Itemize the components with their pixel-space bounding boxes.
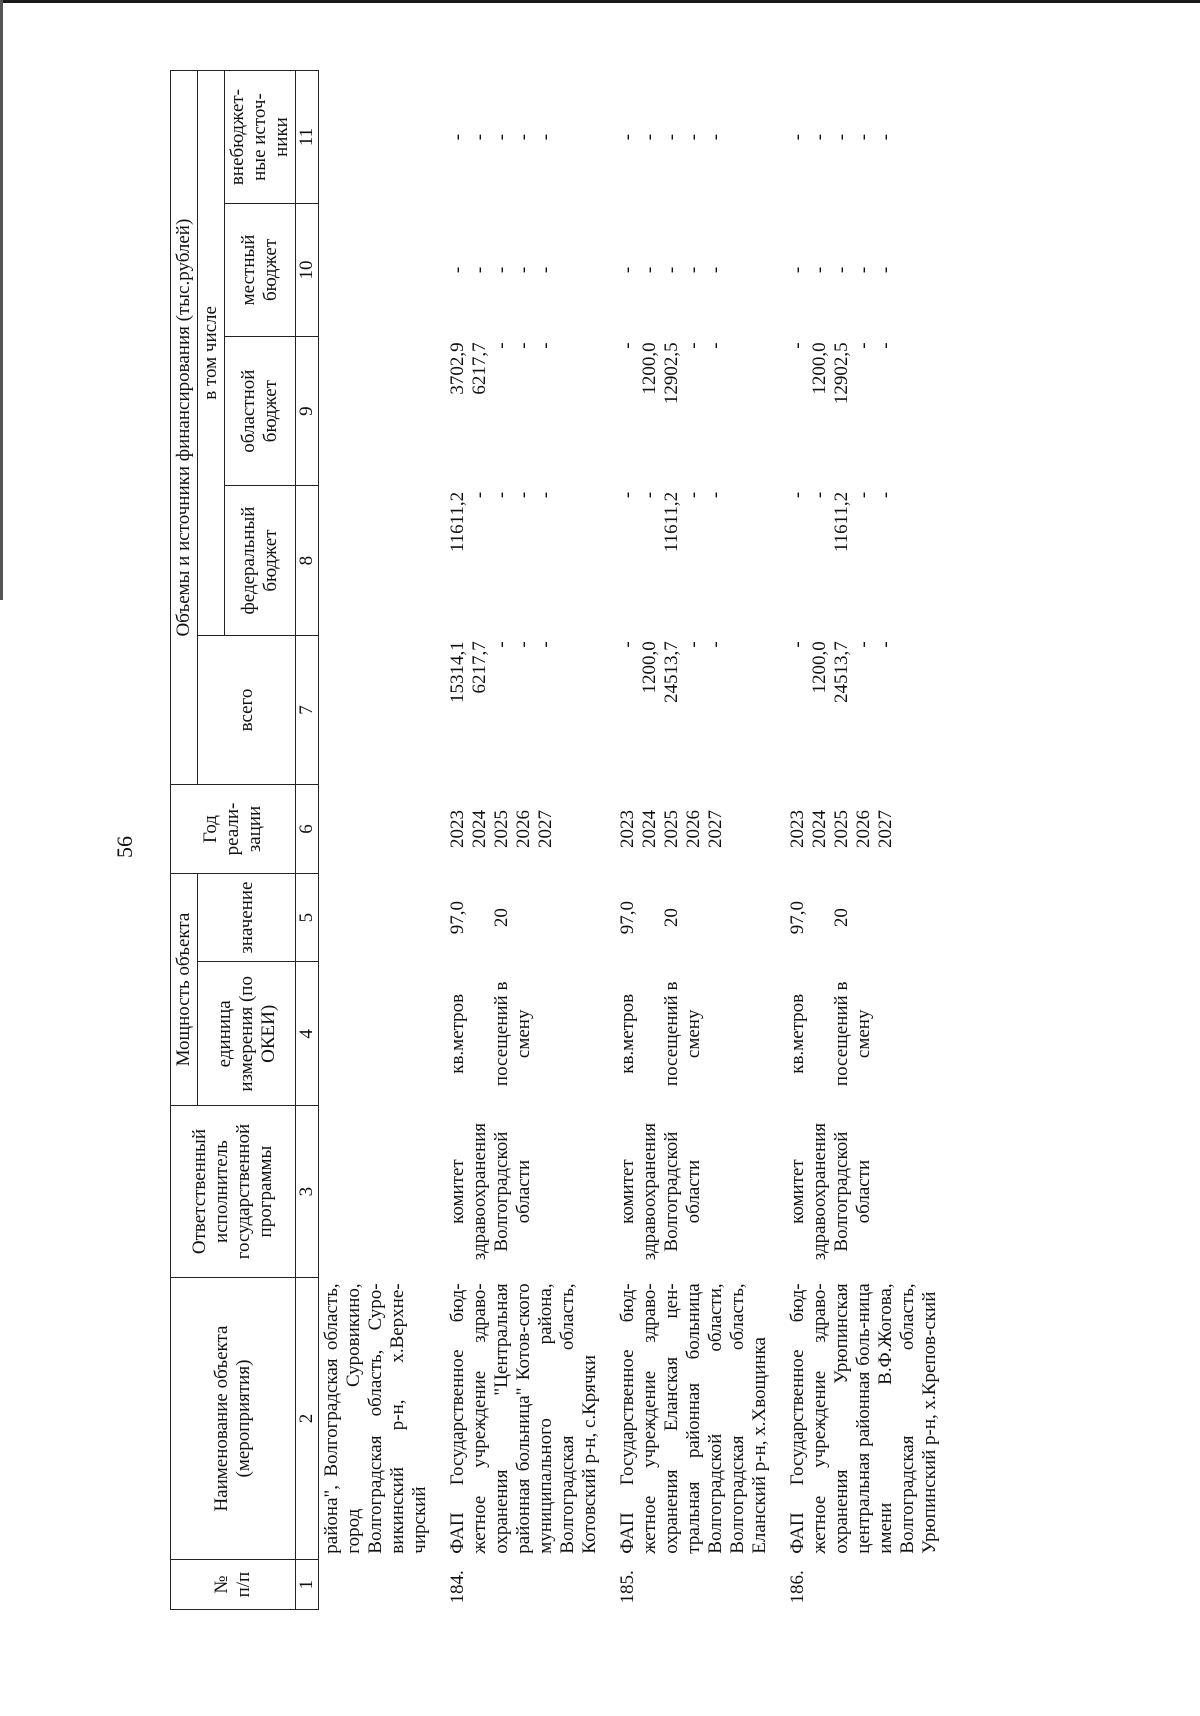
row-number: 184. [447, 1570, 468, 1604]
regional-value: - [787, 342, 808, 349]
federal-cell [445, 486, 603, 635]
header-total: всего [198, 635, 296, 784]
column-number: 7 [296, 635, 319, 784]
value-visits: 20 [661, 908, 682, 928]
extra-value: - [875, 133, 896, 141]
extra-value: - [535, 133, 556, 141]
extra-value: - [705, 133, 726, 141]
regional-value: - [617, 342, 638, 349]
local-value: - [787, 266, 808, 274]
unit-area: кв.метров [617, 993, 638, 1074]
column-number: 8 [296, 486, 319, 635]
unit-cell [445, 962, 603, 1106]
federal-value: - [491, 491, 512, 499]
federal-value: - [535, 491, 556, 499]
total-value: - [705, 641, 726, 648]
federal-value: - [705, 491, 726, 499]
page-number: 56 [112, 836, 137, 858]
header-including: в том числе [198, 71, 225, 636]
object-name: ФАП Государственное бюд-жетное учреждение здраво-охранения Урюпинская центральная районная боль-ница имени В.Ф.Жогова, Волгоградская область, Урюпинский р-н, х.Крепов-ский [787, 1283, 940, 1554]
regional-value: - [853, 342, 874, 349]
federal-value: - [513, 491, 534, 499]
unit-cell [785, 962, 943, 1106]
column-number: 9 [296, 336, 319, 485]
row-number: 185. [617, 1570, 638, 1604]
row-number: 186. [787, 1570, 808, 1604]
local-value: - [469, 266, 490, 274]
federal-value: 11611,2 [661, 491, 682, 553]
extra-value: - [809, 133, 830, 141]
extra-value: - [617, 133, 638, 141]
years-cell [615, 785, 773, 874]
executor: комитет здравоохранения Волгоградской области [787, 1122, 874, 1261]
total-value: - [875, 641, 896, 648]
unit-visits: посещений в смену [491, 981, 534, 1087]
total-value: - [513, 641, 534, 648]
regional-value: 3702,9 [447, 342, 468, 395]
value-cell [785, 873, 943, 962]
year: 2025 [661, 810, 682, 849]
column-number: 5 [296, 873, 319, 962]
regional-value: 1200,0 [809, 342, 830, 395]
regional-value: 12902,5 [831, 342, 852, 405]
total-value: 1200,0 [639, 641, 660, 694]
rotated-table-area [170, 70, 1170, 1610]
total-value: 24513,7 [661, 641, 682, 704]
unit-visits: посещений в смену [661, 981, 704, 1087]
year: 2025 [491, 810, 512, 849]
local-value: - [831, 266, 852, 274]
column-number: 3 [296, 1106, 319, 1278]
regional-value: - [875, 342, 896, 349]
regional-cell [445, 336, 603, 485]
value-visits: 20 [491, 908, 512, 928]
unit-area: кв.метров [447, 993, 468, 1074]
extra-value: - [491, 133, 512, 141]
column-number: 4 [296, 962, 319, 1106]
total-value: 15314,1 [447, 641, 468, 704]
value-cell [445, 873, 603, 962]
local-value: - [617, 266, 638, 274]
regional-value: 1200,0 [639, 342, 660, 395]
object-name: ФАП Государственное бюд-жетное учреждение здраво-охранения "Центральная районная больница" Котов-ского муниципального района, Волгоградская область, Котовский р-н, с.Крячки [447, 1283, 600, 1554]
value-cell [615, 873, 773, 962]
regional-value: 6217,7 [469, 342, 490, 395]
header-executor: Ответственный исполнитель государственной программы [171, 1106, 296, 1278]
total-value: - [787, 641, 808, 648]
table-header [171, 71, 319, 1610]
year: 2024 [639, 810, 660, 849]
unit-cell [615, 962, 773, 1106]
local-value: - [513, 266, 534, 274]
extra-value: - [513, 133, 534, 141]
unit-area: кв.метров [787, 993, 808, 1074]
regional-cell [615, 336, 773, 485]
year: 2027 [535, 810, 556, 849]
total-cell [445, 635, 603, 784]
regional-cell [785, 336, 943, 485]
extra-value: - [661, 133, 682, 141]
header-num: № п/п [171, 1560, 296, 1610]
federal-value: - [853, 491, 874, 499]
executor: комитет здравоохранения Волгоградской области [447, 1122, 534, 1261]
total-value: - [853, 641, 874, 648]
total-value: - [535, 641, 556, 648]
value-visits: 20 [831, 908, 852, 928]
year: 2026 [853, 810, 874, 849]
column-number: 10 [296, 204, 319, 337]
federal-value: - [875, 491, 896, 499]
total-value: - [683, 641, 704, 648]
regional-value: - [705, 342, 726, 349]
header-value: значение [198, 873, 296, 962]
value-area: 97,0 [447, 900, 468, 935]
extra-value: - [447, 133, 468, 141]
federal-value: - [639, 491, 660, 499]
total-value: - [617, 641, 638, 648]
column-number: 2 [296, 1277, 319, 1559]
total-cell [615, 635, 773, 784]
value-area: 97,0 [617, 900, 638, 935]
year: 2023 [787, 810, 808, 849]
local-cell [615, 204, 773, 337]
years-cell [445, 785, 603, 874]
year: 2024 [469, 810, 490, 849]
header-financing: Объемы и источники финансирования (тыс.рублей) [171, 71, 198, 785]
header-extra: внебюджет-ные источ-ники [225, 71, 296, 204]
extra-value: - [853, 133, 874, 141]
column-number: 1 [296, 1560, 319, 1610]
local-value: - [809, 266, 830, 274]
object-name: района", Волгоградская область, город Суровикино, Волгоградская область, Суро-викинский р-н, х.Верхне-чирский [321, 1283, 430, 1554]
value-area: 97,0 [787, 900, 808, 935]
total-value: 1200,0 [809, 641, 830, 694]
header-regional: областной бюджет [225, 336, 296, 485]
total-value: 24513,7 [831, 641, 852, 704]
column-number: 11 [296, 71, 319, 204]
local-value: - [535, 266, 556, 274]
federal-value: - [787, 491, 808, 499]
column-number: 6 [296, 785, 319, 874]
local-value: - [639, 266, 660, 274]
local-value: - [705, 266, 726, 274]
object-name: ФАП Государственное бюд-жетное учреждение здраво-охранения Еланская цен-тральная районная больница Волгоградской области, Волгоградская область, Еланский р-н, х.Хвощинка [617, 1283, 770, 1554]
year: 2026 [513, 810, 534, 849]
federal-value: - [809, 491, 830, 499]
year: 2023 [447, 810, 468, 849]
year: 2025 [831, 810, 852, 849]
regional-value: - [535, 342, 556, 349]
federal-value: - [469, 491, 490, 499]
local-cell [785, 204, 943, 337]
regional-value: - [491, 342, 512, 349]
total-value: - [491, 641, 512, 648]
year: 2023 [617, 810, 638, 849]
year: 2024 [809, 810, 830, 849]
financing-table [170, 70, 943, 1610]
local-value: - [661, 266, 682, 274]
extra-value: - [639, 133, 660, 141]
header-capacity: Мощность объекта [171, 873, 198, 1105]
local-value: - [875, 266, 896, 274]
federal-value: 11611,2 [447, 491, 468, 553]
extra-value: - [683, 133, 704, 141]
column-numbers-row [296, 71, 319, 1610]
header-name: Наименование объекта (мероприятия) [171, 1277, 296, 1559]
table-row [445, 71, 603, 1610]
year: 2027 [875, 810, 896, 849]
table-row [785, 71, 943, 1610]
year: 2027 [705, 810, 726, 849]
federal-cell [615, 486, 773, 635]
total-cell [785, 635, 943, 784]
extra-value: - [831, 133, 852, 141]
year: 2026 [683, 810, 704, 849]
scan-left-edge [0, 0, 3, 600]
regional-value: - [513, 342, 534, 349]
regional-value: - [683, 342, 704, 349]
local-value: - [447, 266, 468, 274]
regional-value: 12902,5 [661, 342, 682, 405]
federal-cell [785, 486, 943, 635]
extra-value: - [469, 133, 490, 141]
header-unit: единица измерения (по ОКЕИ) [198, 962, 296, 1106]
unit-visits: посещений в смену [831, 981, 874, 1087]
federal-value: 11611,2 [831, 491, 852, 553]
table-row-continuation [319, 71, 434, 1610]
federal-value: - [617, 491, 638, 499]
header-year: Год реали-зации [171, 785, 296, 874]
extra-cell [615, 71, 773, 204]
table-row [615, 71, 773, 1610]
years-cell [785, 785, 943, 874]
local-value: - [683, 266, 704, 274]
scan-top-border [0, 0, 1200, 3]
federal-value: - [683, 491, 704, 499]
extra-cell [785, 71, 943, 204]
extra-value: - [787, 133, 808, 141]
local-cell [445, 204, 603, 337]
executor: комитет здравоохранения Волгоградской области [617, 1122, 704, 1261]
local-value: - [853, 266, 874, 274]
header-federal: федеральный бюджет [225, 486, 296, 635]
extra-cell [445, 71, 603, 204]
header-local: местный бюджет [225, 204, 296, 337]
local-value: - [491, 266, 512, 274]
total-value: 6217,7 [469, 641, 490, 694]
